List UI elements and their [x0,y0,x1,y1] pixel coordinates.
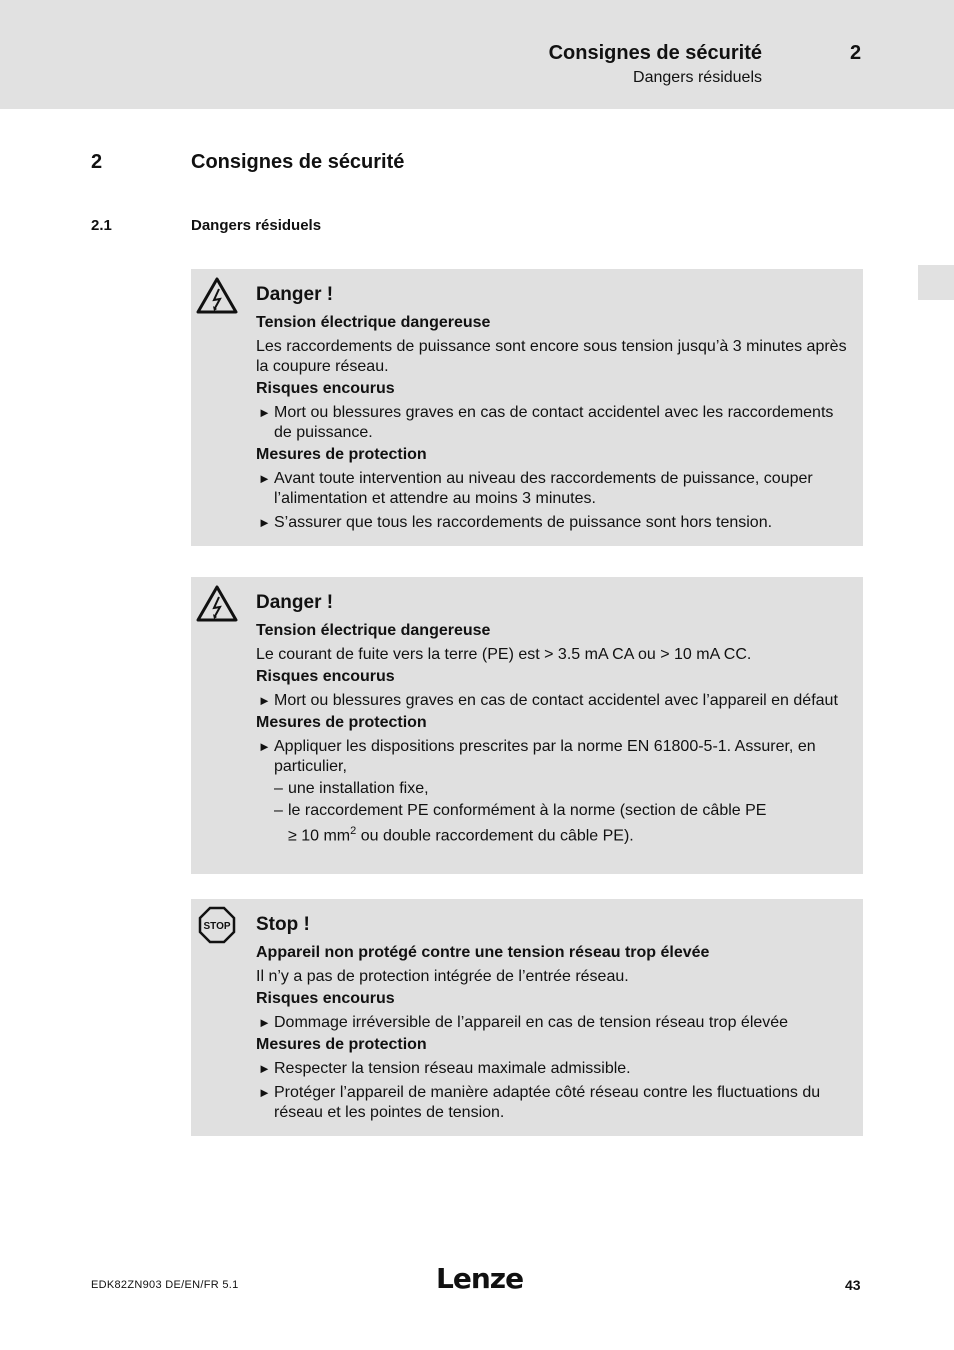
measure-sub-item: – le raccordement PE conformément à la norme (section de câble PE [274,802,767,819]
bullet-arrow-icon: ► [258,471,271,486]
measure-item: ► Avant toute intervention au niveau des raccordements de puissance, couper l’alimentation et attendre au moins 3 minutes. [258,470,813,507]
dash-mark: – [274,780,283,797]
header-chapter-number: 2 [850,42,862,64]
notice-heading: Tension électrique dangereuse [256,314,491,331]
page-header [0,0,954,109]
measure-item: ► Protéger l’appareil de manière adaptée côté réseau contre les fluctuations du réseau et les pointes de tension. [258,1084,821,1121]
stop-sign-icon [196,906,238,946]
risk-item: ► Mort ou blessures graves en cas de contact accidentel avec les raccordements de puissance. [258,404,834,441]
danger-notice-1 [191,269,863,546]
section-title: Consignes de sécurité [191,151,405,173]
measures-label: Mesures de protection [256,1036,427,1053]
risk-item: ► Dommage irréversible de l’appareil en cas de tension réseau trop élevée [258,1014,789,1031]
measures-label: Mesures de protection [256,714,427,731]
bullet-arrow-icon: ► [258,1061,271,1076]
page-number: 43 [845,1277,861,1293]
notice-text: Les raccordements de puissance sont encore sous tension jusqu’à 3 minutes après la coupure réseau. [256,338,847,375]
risks-label: Risques encourus [256,990,395,1007]
dash-mark: – [274,802,283,819]
lenze-logo: Lenze [436,1262,524,1295]
high-voltage-warning-icon [196,584,238,624]
measure-item: ► S’assurer que tous les raccordements de puissance sont hors tension. [258,514,773,531]
chapter-side-tab [918,265,954,300]
measure-item: ► Appliquer les dispositions prescrites par la norme EN 61800-5-1. Assurer, en particulier, [258,738,816,775]
notice-text: Le courant de fuite vers la terre (PE) est > 3.5 mA CA ou > 10 mA CC. [256,646,752,663]
footer-document-id: EDK82ZN903 DE/EN/FR 5.1 [91,1279,239,1291]
notice-heading: Appareil non protégé contre une tension réseau trop élevée [256,944,710,961]
high-voltage-warning-icon [196,276,238,316]
risk-item: ► Mort ou blessures graves en cas de contact accidentel avec l’appareil en défaut [258,692,838,709]
bullet-arrow-icon: ► [258,693,271,708]
section-number: 2 [91,151,103,173]
risks-label: Risques encourus [256,668,395,685]
measure-sub-item-continuation: ≥ 10 $mm^2$ ou double raccordement du câble PE). [288,825,634,845]
bullet-arrow-icon: ► [258,515,271,530]
header-title: Consignes de sécurité [548,42,762,64]
measure-item: ► Respecter la tension réseau maximale admissible. [258,1060,631,1077]
stop-sign-label: STOP [203,921,231,932]
notice-heading: Tension électrique dangereuse [256,622,491,639]
bullet-arrow-icon: ► [258,1085,271,1100]
stop-notice [191,899,863,1136]
measure-sub-item: – une installation fixe, [274,780,429,797]
notice-title: Danger ! [256,284,334,305]
notice-title: Stop ! [256,914,310,935]
bullet-arrow-icon: ► [258,405,271,420]
notice-text: Il n’y a pas de protection intégrée de l’entrée réseau. [256,968,629,985]
subsection-title: Dangers résiduels [191,217,322,234]
bullet-arrow-icon: ► [258,739,271,754]
bullet-arrow-icon: ► [258,1015,271,1030]
measures-label: Mesures de protection [256,446,427,463]
subsection-number: 2.1 [91,217,112,234]
header-subtitle: Dangers résiduels [633,69,762,86]
risks-label: Risques encourus [256,380,395,397]
danger-notice-2 [191,577,863,874]
notice-title: Danger ! [256,592,334,613]
